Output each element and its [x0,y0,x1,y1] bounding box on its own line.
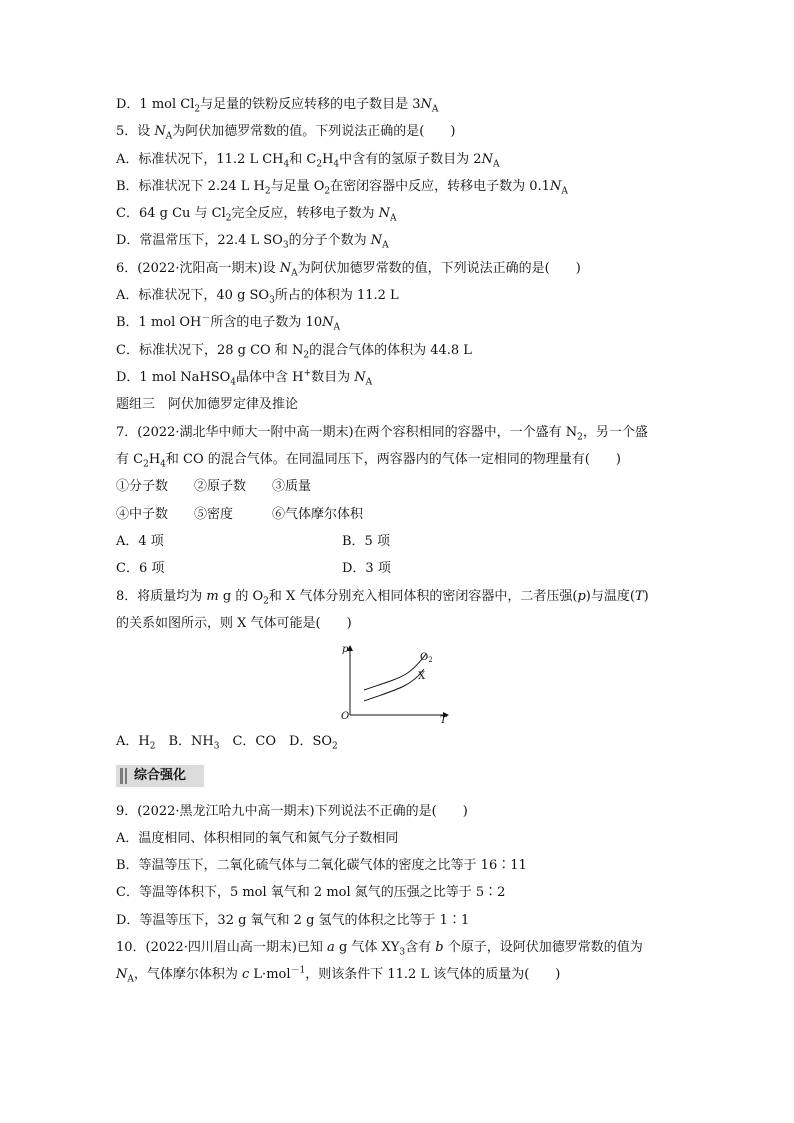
q7-stem-line2: 有 $C_2H_4$和 CO 的混合气体。在同温同压下，两容器内的气体一定相同的物理量有( ) [116,452,621,470]
q6-stem: 6．(2022·沈阳高一期末)设 $N_A$为阿伏加德罗常数的值，下列说法正确的是( ) [116,261,581,279]
origin-label: O [341,711,350,722]
topic3-heading: 题组三 阿伏加德罗定律及推论 [116,397,299,412]
q7-option-a[interactable]: A．4 项 [116,534,164,549]
section-bar-marker [120,768,123,784]
q6-option-d[interactable]: D．1 mol NaHSO$_4$晶体中含 H+数目为 $N_A$ [116,368,373,388]
q6-option-a[interactable]: A．标准状况下，40 g $SO_3$所占的体积为 11.2 L [116,288,399,306]
q5-option-b[interactable]: B．标准状况下 2.24 L $H_2$与足量 $O_2$在密闭容器中反应，转移电子数为 $0.1N_A$ [116,179,568,197]
q7-option-c[interactable]: C．6 项 [116,561,165,576]
q8-stem-line1: 8．将质量均为 m g 的 $O_2$和 X 气体分别充入相同体积的密闭容器中，二者压强(p)与温度(T) [116,589,649,607]
q5-option-a[interactable]: A．标准状况下，11.2 L $CH_4$和 $C_2H_4$中含有的氢原子数目为 $2N_A$ [116,152,500,170]
q4-option-d[interactable]: D．1 mol $Cl_2$与足量的铁粉反应转移的电子数目是 $3N_A$ [116,97,439,115]
series-o2-label: $O_2$ [420,652,433,664]
q5-stem: 5．设 $N_A$为阿伏加德罗常数的值。下列说法正确的是( ) [116,124,456,142]
q10-stem-line2: $N_A$，气体摩尔体积为 c L·mol$^{-1}$，则该条件下 11.2 L 该气体的质量为( ) [116,965,561,985]
q7-option-d[interactable]: D．3 项 [342,561,391,576]
q8-options[interactable]: A．$H_2$ B．$NH_3$ C．CO D．$SO_2$ [116,734,338,752]
q5-option-d[interactable]: D．常温常压下，22.4 L $SO_3$的分子个数为 $N_A$ [116,233,389,251]
series-x-label: X [418,671,426,682]
q9-option-c[interactable]: C．等温等体积下，5 mol 氧气和 2 mol 氮气的压强之比等于 5∶2 [116,885,506,900]
q7-options-row2 [116,560,696,578]
q7-option-b[interactable]: B．5 项 [342,534,390,549]
q9-option-b[interactable]: B．等温等压下，二氧化硫气体与二氧化碳气体的密度之比等于 16∶11 [116,858,527,873]
pressure-temperature-chart [336,640,456,725]
q5-option-c[interactable]: C．64 g Cu 与 $Cl_2$完全反应，转移电子数为 $N_A$ [116,206,397,224]
q8-stem-line2: 的关系如图所示，则 X 气体可能是( ) [116,616,352,631]
series-x-curve [364,669,424,701]
q6-option-b[interactable]: B．1 mol OH－所含的电子数为 $10N_A$ [116,313,340,333]
q7-items-line1: ①分子数 ②原子数 ③质量 [116,479,312,494]
q6-option-c[interactable]: C．标准状况下，28 g CO 和 $N_2$的混合气体的体积为 44.8 L [116,343,472,361]
q9-option-a[interactable]: A．温度相同、体积相同的氧气和氮气分子数相同 [116,831,399,846]
q9-stem: 9．(2022·黑龙江哈九中高一期末)下列说法不正确的是( ) [116,804,468,819]
y-axis-label: p [342,644,349,655]
x-axis-label: T [440,715,447,725]
section-bar-marker [125,768,127,784]
section-title: 综合强化 [134,768,187,783]
q9-option-d[interactable]: D．等温等压下，32 g 氧气和 2 g 氢气的体积之比等于 1∶1 [116,913,470,928]
q7-items-line2: ④中子数 ⑤密度 ⑥气体摩尔体积 [116,507,364,522]
series-o2-curve [364,654,426,690]
q10-stem-line1: 10．(2022·四川眉山高一期末)已知 a g 气体 $XY_3$含有 b 个原子，设阿伏加德罗常数的值为 [116,940,643,958]
q7-options-row1 [116,533,696,551]
section-header [116,765,204,787]
q7-stem-line1: 7．(2022·湖北华中师大一附中高一期末)在两个容积相同的容器中，一个盛有 $N_2$，另一个盛 [116,425,648,443]
